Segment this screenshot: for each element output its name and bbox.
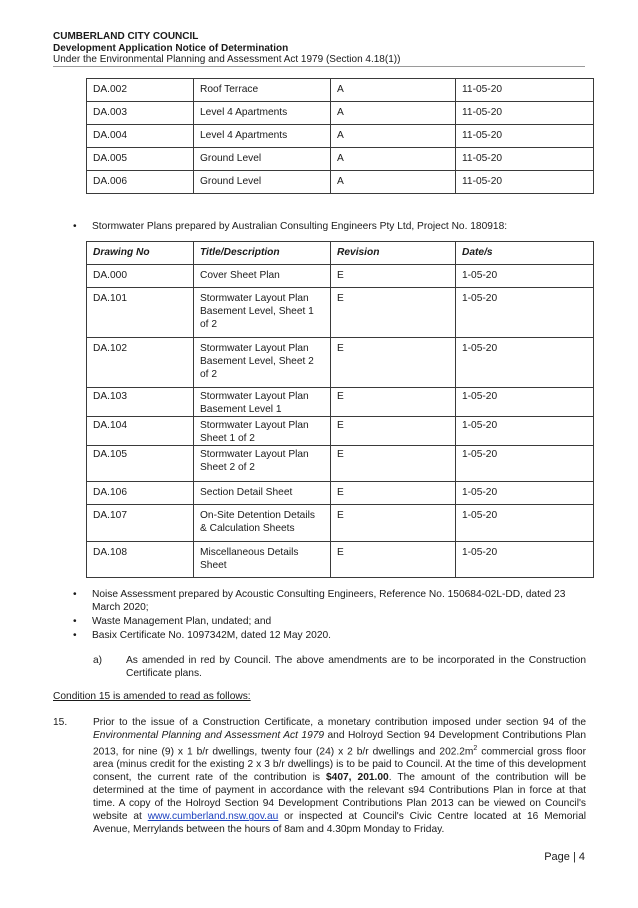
text-run: . The amount of the contribution will be determined at the time of payment in accordance with the relevant s94 Contributions Plan in force at that time. A copy of the Holroyd Section 94 Development Contributions Plan 2013 can be viewed on Council's website at [93, 772, 586, 823]
title: Stormwater Layout Plan Basement Level, Sheet 1 of 2 [194, 288, 331, 338]
revision: E [331, 338, 456, 388]
condition-text [93, 716, 586, 836]
revision: E [331, 288, 456, 338]
table-row [87, 171, 594, 194]
title: Stormwater Layout Plan Sheet 1 of 2 [194, 417, 331, 446]
drawing-no: DA.002 [87, 79, 194, 102]
act-reference: Under the Environmental Planning and Assessment Act 1979 (Section 4.18(1)) [53, 54, 401, 65]
drawing-no: DA.108 [87, 542, 194, 578]
drawing-no: DA.003 [87, 102, 194, 125]
revision: E [331, 417, 456, 446]
revision: E [331, 542, 456, 578]
table-row [87, 542, 594, 578]
amendment-label: a) [93, 655, 103, 666]
title: Ground Level [194, 171, 331, 194]
date: 11-05-20 [456, 171, 594, 194]
drawing-no: DA.107 [87, 505, 194, 542]
date: 1-05-20 [456, 388, 594, 417]
table-row [87, 417, 594, 446]
revision: E [331, 265, 456, 288]
table-row [87, 79, 594, 102]
bullet-icon: • [73, 589, 77, 600]
revision: A [331, 148, 456, 171]
document-header [53, 31, 585, 66]
title: Cover Sheet Plan [194, 265, 331, 288]
date: 11-05-20 [456, 148, 594, 171]
date: 1-05-20 [456, 542, 594, 578]
council-website-link[interactable]: www.cumberland.nsw.gov.au [147, 811, 279, 823]
bullet-text: Waste Management Plan, undated; and [92, 616, 272, 627]
table-row [87, 482, 594, 505]
date: 1-05-20 [456, 265, 594, 288]
table-row [87, 265, 594, 288]
revision: E [331, 505, 456, 542]
revision: A [331, 125, 456, 148]
condition-number: 15. [53, 717, 68, 728]
date: 1-05-20 [456, 288, 594, 338]
architectural-plans-table [86, 78, 594, 194]
stormwater-plans-table [86, 241, 594, 578]
date: 1-05-20 [456, 482, 594, 505]
drawing-no: DA.005 [87, 148, 194, 171]
stormwater-intro: Stormwater Plans prepared by Australian Consulting Engineers Pty Ltd, Project No. 180918: [92, 221, 508, 232]
bullet-text: Basix Certificate No. 1097342M, dated 12 May 2020. [92, 630, 331, 641]
date: 11-05-20 [456, 79, 594, 102]
title: Stormwater Layout Plan Basement Level, Sheet 2 of 2 [194, 338, 331, 388]
title: On-Site Detention Details & Calculation Sheets [194, 505, 331, 542]
bullet-text: Noise Assessment prepared by Acoustic Consulting Engineers, Reference No. 150684-02L-DD, dated 23 March 2020; [92, 589, 566, 613]
council-name: CUMBERLAND CITY COUNCIL [53, 31, 199, 42]
drawing-no: DA.006 [87, 171, 194, 194]
drawing-no: DA.105 [87, 446, 194, 482]
table-row [87, 148, 594, 171]
revision: E [331, 446, 456, 482]
table-header-row [87, 242, 594, 265]
title: Roof Terrace [194, 79, 331, 102]
superscript: 2 [473, 745, 478, 752]
date: 1-05-20 [456, 505, 594, 542]
condition-heading: Condition 15 is amended to read as follows: [53, 691, 251, 702]
title: Miscellaneous Details Sheet [194, 542, 331, 578]
table-row [87, 505, 594, 542]
drawing-no: DA.101 [87, 288, 194, 338]
drawing-no: DA.103 [87, 388, 194, 417]
act-name: Environmental Planning and Assessment Act 1979 [93, 730, 325, 741]
revision: A [331, 171, 456, 194]
bullet-icon: • [73, 616, 77, 627]
drawing-no: DA.004 [87, 125, 194, 148]
revision: A [331, 102, 456, 125]
bullet-icon: • [73, 630, 77, 641]
text-run: Prior to the issue of a Construction Certificate, a monetary contribution imposed under section 94 of the [93, 717, 586, 728]
amendment-text: As amended in red by Council. The above amendments are to be incorporated in the Construction Certificate plans. [126, 655, 586, 679]
column-header: Revision [331, 242, 456, 265]
bullet-icon: • [73, 221, 77, 232]
column-header: Title/Description [194, 242, 331, 265]
table-row [87, 288, 594, 338]
table-row [87, 102, 594, 125]
text-run: and Holroyd Section 94 Development Contributions Plan 2013, for nine (9) x 1 b/r dwellings, twenty four (24) x 2 b/r dwellings and 202.2m [93, 730, 587, 758]
drawing-no: DA.102 [87, 338, 194, 388]
title: Level 4 Apartments [194, 102, 331, 125]
text-run: commercial gross floor area (minus credit for the existing 2 x 3 b/r dwellings) is to be paid to Council. At the time of this development consent, the current rate of the contribution is [93, 746, 586, 784]
contribution-amount: $407, 201.00 [325, 772, 389, 784]
header-divider [53, 66, 585, 67]
date: 1-05-20 [456, 417, 594, 446]
title: Ground Level [194, 148, 331, 171]
drawing-no: DA.106 [87, 482, 194, 505]
table-row [87, 338, 594, 388]
drawing-no: DA.000 [87, 265, 194, 288]
table-row [87, 446, 594, 482]
revision: A [331, 79, 456, 102]
notice-title: Development Application Notice of Determination [53, 42, 289, 54]
date: 11-05-20 [456, 102, 594, 125]
column-header: Drawing No [87, 242, 194, 265]
column-header: Date/s [456, 242, 594, 265]
table-row [87, 125, 594, 148]
table-row [87, 388, 594, 417]
date: 1-05-20 [456, 338, 594, 388]
revision: E [331, 388, 456, 417]
text-run: or inspected at Council's Civic Centre located at 16 Memorial Avenue, Merrylands between the hours of 8am and 4.30pm Monday to Friday. [93, 811, 587, 836]
drawing-no: DA.104 [87, 417, 194, 446]
page-number: Page | 4 [544, 851, 585, 863]
title: Stormwater Layout Plan Basement Level 1 [194, 388, 331, 417]
title: Section Detail Sheet [194, 482, 331, 505]
title: Level 4 Apartments [194, 125, 331, 148]
date: 11-05-20 [456, 125, 594, 148]
date: 1-05-20 [456, 446, 594, 482]
title: Stormwater Layout Plan Sheet 2 of 2 [194, 446, 331, 482]
revision: E [331, 482, 456, 505]
